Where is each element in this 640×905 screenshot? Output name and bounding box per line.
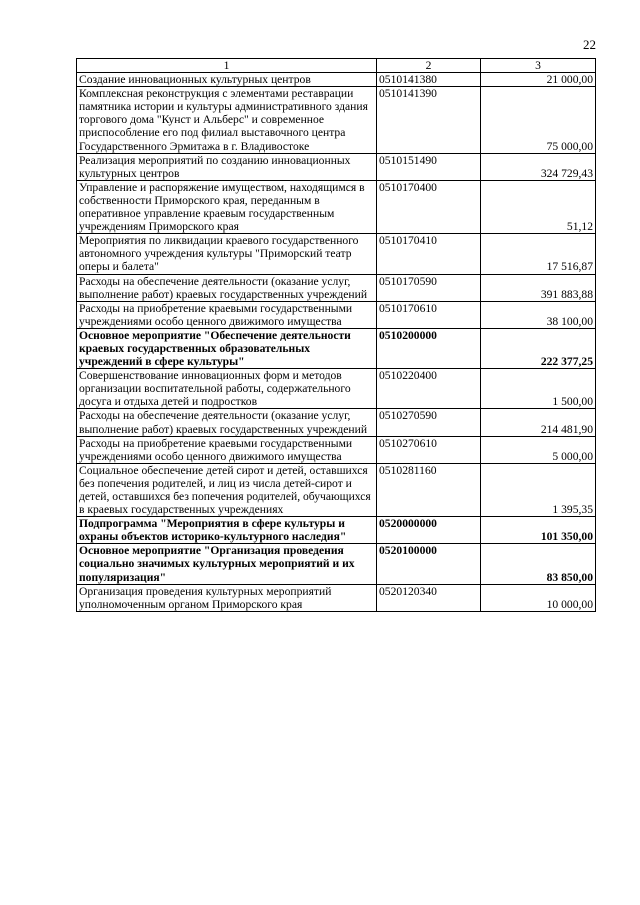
header-col-2: 2 — [377, 59, 481, 73]
row-code-cell: 0510270590 — [377, 409, 481, 436]
row-code-cell: 0510170590 — [377, 274, 481, 301]
header-col-3: 3 — [481, 59, 596, 73]
row-name-cell: Организация проведения культурных мероприятий уполномоченным органом Приморского края — [77, 584, 377, 611]
row-name-cell: Мероприятия по ликвидации краевого государственного автономного учреждения культуры "Приморский театр оперы и балета" — [77, 234, 377, 274]
page-number: 22 — [583, 37, 596, 52]
row-amount-cell: 10 000,00 — [481, 584, 596, 611]
row-amount-cell: 5 000,00 — [481, 436, 596, 463]
table-row — [77, 436, 596, 463]
row-code-cell: 0510141380 — [377, 73, 481, 87]
table-row — [77, 153, 596, 180]
row-name-cell: Основное мероприятие "Обеспечение деятельности краевых государственных образовательных учреждений в сфере культуры" — [77, 328, 377, 368]
row-code-cell: 0510170410 — [377, 234, 481, 274]
row-code-cell: 0510141390 — [377, 87, 481, 153]
row-code-cell: 0510170610 — [377, 301, 481, 328]
row-code-cell: 0510151490 — [377, 153, 481, 180]
row-code-cell: 0510200000 — [377, 328, 481, 368]
table-header — [77, 59, 596, 73]
row-amount-cell: 1 395,35 — [481, 463, 596, 516]
row-name-cell: Социальное обеспечение детей сирот и детей, оставшихся без попечения родителей, и лиц из числа детей-сирот и детей, оставшихся без попечения родителей, обучающихся в краевых государственных учреждениях — [77, 463, 377, 516]
header-col-1: 1 — [77, 59, 377, 73]
table-body — [77, 73, 596, 612]
row-amount-cell: 51,12 — [481, 180, 596, 233]
row-code-cell: 0510220400 — [377, 369, 481, 409]
row-amount-cell: 101 350,00 — [481, 517, 596, 544]
row-amount-cell: 1 500,00 — [481, 369, 596, 409]
row-code-cell: 0520100000 — [377, 544, 481, 584]
table-row — [77, 234, 596, 274]
row-code-cell: 0510270610 — [377, 436, 481, 463]
row-name-cell: Основное мероприятие "Организация проведения социально значимых культурных мероприятий и их популяризация" — [77, 544, 377, 584]
row-name-cell: Создание инновационных культурных центров — [77, 73, 377, 87]
row-amount-cell: 21 000,00 — [481, 73, 596, 87]
table-row — [77, 463, 596, 516]
header-row — [77, 59, 596, 73]
row-name-cell: Расходы на приобретение краевыми государственными учреждениями особо ценного движимого имущества — [77, 436, 377, 463]
row-amount-cell: 214 481,90 — [481, 409, 596, 436]
row-name-cell: Комплексная реконструкция с элементами реставрации памятника истории и культуры административного здания торгового дома "Кунст и Альберс" и современное приспособление его под филиал выставочного центра Государственного Эрмитажа в г. Владивостоке — [77, 87, 377, 153]
row-name-cell: Расходы на приобретение краевыми государственными учреждениями особо ценного движимого имущества — [77, 301, 377, 328]
table-row — [77, 517, 596, 544]
row-code-cell: 0510281160 — [377, 463, 481, 516]
table-row — [77, 584, 596, 611]
row-amount-cell: 324 729,43 — [481, 153, 596, 180]
table-row — [77, 409, 596, 436]
row-name-cell: Расходы на обеспечение деятельности (оказание услуг, выполнение работ) краевых государственных учреждений — [77, 274, 377, 301]
row-code-cell: 0520120340 — [377, 584, 481, 611]
table-row — [77, 73, 596, 87]
table-row — [77, 87, 596, 153]
row-code-cell: 0510170400 — [377, 180, 481, 233]
row-code-cell: 0520000000 — [377, 517, 481, 544]
row-amount-cell: 38 100,00 — [481, 301, 596, 328]
table-row — [77, 544, 596, 584]
row-name-cell: Совершенствование инновационных форм и методов организации воспитательной работы, содержательного досуга и отдыха детей и подростков — [77, 369, 377, 409]
table-row — [77, 180, 596, 233]
row-name-cell: Управление и распоряжение имуществом, находящимся в собственности Приморского края, переданным в оперативное управление краевым государственным учреждениям Приморского края — [77, 180, 377, 233]
table-row — [77, 274, 596, 301]
row-amount-cell: 391 883,88 — [481, 274, 596, 301]
row-name-cell: Реализация мероприятий по созданию инновационных культурных центров — [77, 153, 377, 180]
row-amount-cell: 75 000,00 — [481, 87, 596, 153]
row-amount-cell: 17 516,87 — [481, 234, 596, 274]
row-name-cell: Расходы на обеспечение деятельности (оказание услуг, выполнение работ) краевых государственных учреждений — [77, 409, 377, 436]
row-amount-cell: 83 850,00 — [481, 544, 596, 584]
table-row — [77, 369, 596, 409]
table-row — [77, 301, 596, 328]
row-amount-cell: 222 377,25 — [481, 328, 596, 368]
table-row — [77, 328, 596, 368]
row-name-cell: Подпрограмма "Мероприятия в сфере культуры и охраны объектов историко-культурного наследия" — [77, 517, 377, 544]
budget-table — [76, 58, 596, 612]
